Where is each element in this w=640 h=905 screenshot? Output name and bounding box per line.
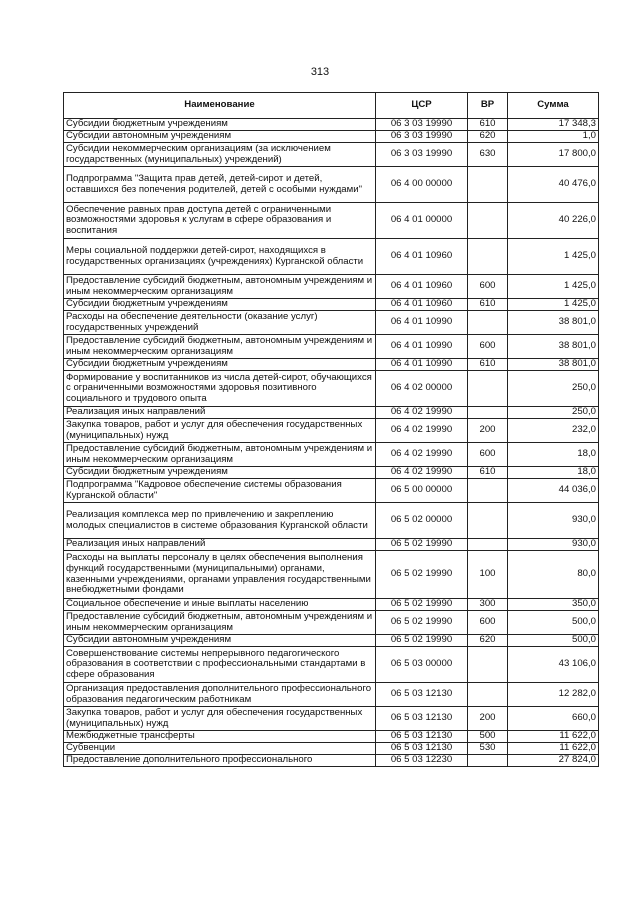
cell-name: Предоставление субсидий бюджетным, автономным учреждениям и иным некоммерческим организациям — [64, 335, 376, 359]
cell-sum: 12 282,0 — [508, 683, 599, 707]
cell-vr — [468, 479, 508, 503]
cell-vr: 200 — [468, 419, 508, 443]
cell-sum: 1,0 — [508, 131, 599, 143]
cell-vr: 610 — [468, 359, 508, 371]
table-row — [64, 143, 599, 167]
table-row — [64, 539, 599, 551]
cell-vr — [468, 371, 508, 407]
cell-csr: 06 4 02 19990 — [376, 419, 468, 443]
cell-csr: 06 5 02 19990 — [376, 599, 468, 611]
budget-table — [63, 92, 599, 767]
cell-sum: 1 425,0 — [508, 275, 599, 299]
table-row — [64, 635, 599, 647]
cell-csr: 06 5 03 00000 — [376, 647, 468, 683]
table-row — [64, 443, 599, 467]
cell-vr — [468, 683, 508, 707]
table-header-row — [64, 93, 599, 119]
page-number: 313 — [310, 66, 330, 78]
cell-vr — [468, 407, 508, 419]
cell-sum: 40 476,0 — [508, 167, 599, 203]
header-sum: Сумма — [508, 93, 599, 119]
cell-csr: 06 3 03 19990 — [376, 143, 468, 167]
table-row — [64, 467, 599, 479]
cell-vr — [468, 167, 508, 203]
cell-name: Расходы на обеспечение деятельности (оказание услуг) государственных учреждений — [64, 311, 376, 335]
cell-name: Субсидии бюджетным учреждениям — [64, 359, 376, 371]
table-row — [64, 275, 599, 299]
table-row — [64, 239, 599, 275]
cell-sum: 1 425,0 — [508, 299, 599, 311]
cell-name: Предоставление дополнительного профессионального — [64, 755, 376, 767]
cell-name: Субсидии автономным учреждениям — [64, 635, 376, 647]
cell-csr: 06 4 02 19990 — [376, 467, 468, 479]
cell-csr: 06 4 01 10990 — [376, 311, 468, 335]
cell-name: Реализация иных направлений — [64, 407, 376, 419]
cell-csr: 06 5 03 12130 — [376, 707, 468, 731]
cell-sum: 930,0 — [508, 539, 599, 551]
table-row — [64, 299, 599, 311]
cell-name: Социальное обеспечение и иные выплаты населению — [64, 599, 376, 611]
cell-sum: 17 800,0 — [508, 143, 599, 167]
cell-name: Совершенствование системы непрерывного педагогического образования в соответствии с профессиональными стандартами в сфере образования — [64, 647, 376, 683]
cell-name: Реализация иных направлений — [64, 539, 376, 551]
cell-vr — [468, 539, 508, 551]
cell-name: Закупка товаров, работ и услуг для обеспечения государственных (муниципальных) нужд — [64, 707, 376, 731]
cell-sum: 43 106,0 — [508, 647, 599, 683]
table-row — [64, 611, 599, 635]
cell-sum: 38 801,0 — [508, 311, 599, 335]
cell-csr: 06 5 02 19990 — [376, 611, 468, 635]
cell-sum: 250,0 — [508, 371, 599, 407]
cell-vr: 610 — [468, 467, 508, 479]
cell-csr: 06 4 01 10960 — [376, 239, 468, 275]
cell-name: Субсидии бюджетным учреждениям — [64, 119, 376, 131]
table-row — [64, 407, 599, 419]
cell-csr: 06 4 01 10990 — [376, 335, 468, 359]
cell-name: Закупка товаров, работ и услуг для обеспечения государственных (муниципальных) нужд — [64, 419, 376, 443]
cell-csr: 06 4 01 00000 — [376, 203, 468, 239]
cell-name: Предоставление субсидий бюджетным, автономным учреждениям и иным некоммерческим организациям — [64, 443, 376, 467]
cell-vr: 620 — [468, 635, 508, 647]
cell-name: Организация предоставления дополнительного профессионального образования педагогическим работникам — [64, 683, 376, 707]
cell-name: Субсидии бюджетным учреждениям — [64, 299, 376, 311]
header-csr: ЦСР — [376, 93, 468, 119]
cell-vr: 600 — [468, 335, 508, 359]
cell-vr — [468, 311, 508, 335]
cell-csr: 06 5 02 19990 — [376, 539, 468, 551]
cell-name: Предоставление субсидий бюджетным, автономным учреждениям и иным некоммерческим организациям — [64, 611, 376, 635]
cell-sum: 44 036,0 — [508, 479, 599, 503]
header-vr: ВР — [468, 93, 508, 119]
cell-vr: 610 — [468, 119, 508, 131]
cell-name: Субсидии некоммерческим организациям (за исключением государственных (муниципальных) учреждений) — [64, 143, 376, 167]
table-row — [64, 371, 599, 407]
cell-csr: 06 4 01 10960 — [376, 299, 468, 311]
cell-sum: 18,0 — [508, 467, 599, 479]
cell-vr — [468, 239, 508, 275]
cell-sum: 38 801,0 — [508, 335, 599, 359]
table-row — [64, 743, 599, 755]
cell-sum: 500,0 — [508, 611, 599, 635]
cell-name: Формирование у воспитанников из числа детей-сирот, обучающихся с ограниченными возможностями здоровья позитивного социального и трудового опыта — [64, 371, 376, 407]
cell-sum: 17 348,3 — [508, 119, 599, 131]
table-row — [64, 335, 599, 359]
cell-name: Предоставление субсидий бюджетным, автономным учреждениям и иным некоммерческим организациям — [64, 275, 376, 299]
cell-name: Субвенции — [64, 743, 376, 755]
table-row — [64, 359, 599, 371]
cell-sum: 930,0 — [508, 503, 599, 539]
cell-vr: 620 — [468, 131, 508, 143]
table-row — [64, 131, 599, 143]
cell-vr: 300 — [468, 599, 508, 611]
cell-vr: 600 — [468, 443, 508, 467]
cell-csr: 06 5 02 19990 — [376, 551, 468, 599]
cell-csr: 06 5 03 12130 — [376, 731, 468, 743]
cell-csr: 06 5 02 19990 — [376, 635, 468, 647]
cell-vr — [468, 647, 508, 683]
cell-csr: 06 5 03 12130 — [376, 743, 468, 755]
table-row — [64, 707, 599, 731]
table-row — [64, 647, 599, 683]
table-row — [64, 311, 599, 335]
table-row — [64, 419, 599, 443]
cell-name: Межбюджетные трансферты — [64, 731, 376, 743]
cell-vr: 610 — [468, 299, 508, 311]
cell-vr: 600 — [468, 611, 508, 635]
cell-vr — [468, 503, 508, 539]
cell-sum: 11 622,0 — [508, 731, 599, 743]
table-row — [64, 731, 599, 743]
cell-csr: 06 5 02 00000 — [376, 503, 468, 539]
table-row — [64, 167, 599, 203]
cell-csr: 06 3 03 19990 — [376, 119, 468, 131]
cell-csr: 06 4 01 10960 — [376, 275, 468, 299]
table-row — [64, 203, 599, 239]
cell-csr: 06 4 02 19990 — [376, 443, 468, 467]
table-row — [64, 503, 599, 539]
cell-vr — [468, 755, 508, 767]
table-row — [64, 119, 599, 131]
table-row — [64, 479, 599, 503]
cell-sum: 18,0 — [508, 443, 599, 467]
cell-sum: 38 801,0 — [508, 359, 599, 371]
cell-csr: 06 4 02 19990 — [376, 407, 468, 419]
cell-name: Обеспечение равных прав доступа детей с ограниченными возможностями здоровья к услугам в сфере образования и воспитания — [64, 203, 376, 239]
cell-vr: 200 — [468, 707, 508, 731]
cell-name: Расходы на выплаты персоналу в целях обеспечения выполнения функций государственными (муниципальными) органами, казенными учреждениями, органами управления государственными внебюджетными фондами — [64, 551, 376, 599]
cell-name: Подпрограмма "Защита прав детей, детей-сирот и детей, оставшихся без попечения родителей, детей с особыми нуждами" — [64, 167, 376, 203]
cell-vr: 500 — [468, 731, 508, 743]
cell-vr: 530 — [468, 743, 508, 755]
cell-csr: 06 5 03 12230 — [376, 755, 468, 767]
cell-csr: 06 4 01 10990 — [376, 359, 468, 371]
cell-sum: 232,0 — [508, 419, 599, 443]
table-row — [64, 599, 599, 611]
cell-name: Подпрограмма "Кадровое обеспечение системы образования Курганской области" — [64, 479, 376, 503]
cell-sum: 11 622,0 — [508, 743, 599, 755]
cell-name: Субсидии автономным учреждениям — [64, 131, 376, 143]
table-row — [64, 683, 599, 707]
cell-sum: 40 226,0 — [508, 203, 599, 239]
table-body — [64, 119, 599, 767]
cell-sum: 27 824,0 — [508, 755, 599, 767]
cell-sum: 1 425,0 — [508, 239, 599, 275]
table-row — [64, 755, 599, 767]
cell-csr: 06 4 02 00000 — [376, 371, 468, 407]
header-name: Наименование — [64, 93, 376, 119]
cell-vr — [468, 203, 508, 239]
cell-csr: 06 5 00 00000 — [376, 479, 468, 503]
cell-name: Субсидии бюджетным учреждениям — [64, 467, 376, 479]
cell-name: Меры социальной поддержки детей-сирот, находящихся в государственных организациях (учреждениях) Курганской области — [64, 239, 376, 275]
cell-vr: 100 — [468, 551, 508, 599]
cell-name: Реализация комплекса мер по привлечению и закреплению молодых специалистов в системе образования Курганской области — [64, 503, 376, 539]
cell-vr: 630 — [468, 143, 508, 167]
cell-csr: 06 5 03 12130 — [376, 683, 468, 707]
cell-csr: 06 4 00 00000 — [376, 167, 468, 203]
cell-csr: 06 3 03 19990 — [376, 131, 468, 143]
cell-sum: 350,0 — [508, 599, 599, 611]
cell-sum: 660,0 — [508, 707, 599, 731]
cell-sum: 500,0 — [508, 635, 599, 647]
table-row — [64, 551, 599, 599]
cell-sum: 250,0 — [508, 407, 599, 419]
cell-vr: 600 — [468, 275, 508, 299]
cell-sum: 80,0 — [508, 551, 599, 599]
